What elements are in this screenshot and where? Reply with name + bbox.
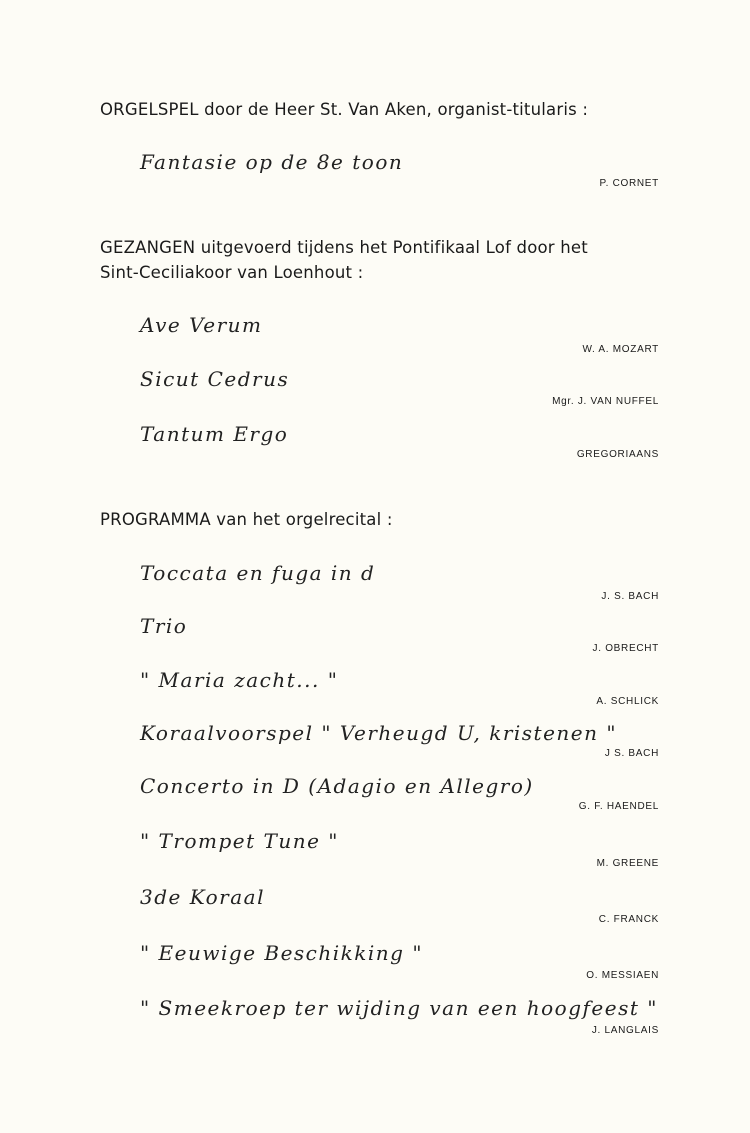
piece-title: Tantum Ergo	[140, 422, 289, 446]
piece-composer: W. A. MOZART	[582, 344, 659, 355]
piece-composer: J S. BACH	[604, 748, 659, 759]
piece-title: Concerto in D (Adagio en Allegro)	[140, 774, 534, 798]
piece-composer: J. LANGLAIS	[591, 1025, 659, 1036]
piece-composer: M. GREENE	[596, 858, 659, 869]
piece-title: 3de Koraal	[140, 885, 265, 909]
piece-title: " Smeekroep ter wijding van een hoogfeest "	[140, 996, 658, 1020]
section-heading-gezangen-line1: GEZANGEN uitgevoerd tijdens het Pontifikaal Lof door het	[100, 238, 588, 257]
piece-composer: O. MESSIAEN	[586, 970, 659, 981]
piece-composer: A. SCHLICK	[596, 696, 659, 707]
piece-composer: J. OBRECHT	[592, 643, 659, 654]
piece-composer: G. F. HAENDEL	[578, 801, 659, 812]
section-heading-programma: PROGRAMMA van het orgelrecital :	[100, 510, 393, 529]
section-heading-orgelspel: ORGELSPEL door de Heer St. Van Aken, organist-titularis :	[100, 100, 589, 119]
piece-composer: GREGORIAANS	[576, 449, 659, 460]
piece-composer: C. FRANCK	[598, 914, 659, 925]
piece-composer: P. CORNET	[599, 178, 659, 189]
piece-title: Fantasie op de 8e toon	[140, 150, 404, 174]
piece-title: " Eeuwige Beschikking "	[140, 941, 424, 965]
piece-title: Trio	[140, 614, 188, 638]
piece-title: Koraalvoorspel " Verheugd U, kristenen "	[140, 721, 618, 745]
piece-title: " Maria zacht... "	[140, 668, 339, 692]
piece-title: Sicut Cedrus	[140, 367, 290, 391]
piece-title: " Trompet Tune "	[140, 829, 339, 853]
piece-title: Toccata en fuga in d	[140, 561, 376, 585]
piece-composer: J. S. BACH	[601, 591, 659, 602]
piece-composer: Mgr. J. VAN NUFFEL	[552, 396, 659, 407]
piece-title: Ave Verum	[140, 313, 263, 337]
section-heading-gezangen-line2: Sint-Ceciliakoor van Loenhout :	[100, 263, 364, 282]
